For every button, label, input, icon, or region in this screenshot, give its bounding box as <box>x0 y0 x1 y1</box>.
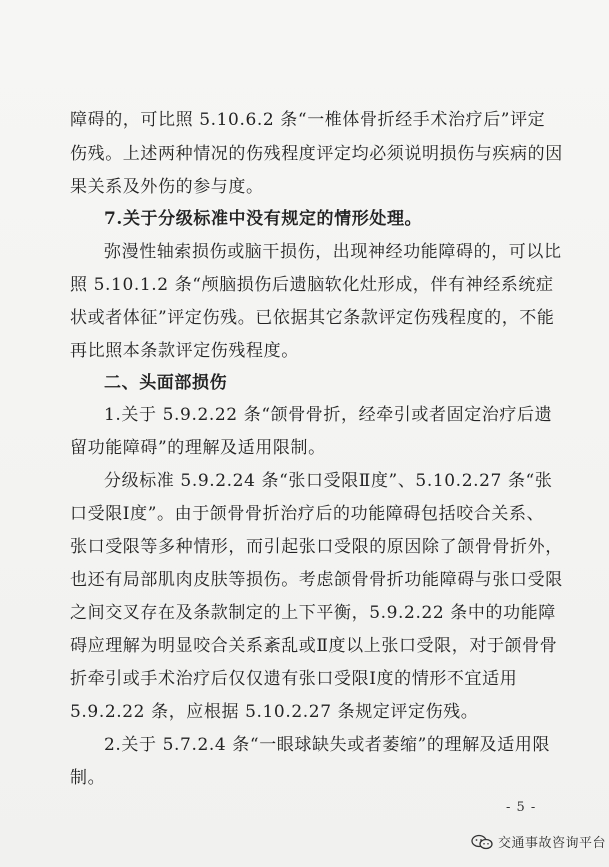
watermark <box>470 832 606 851</box>
text-line: 折牵引或手术治疗后仅仅遗有张口受限Ⅰ度的情形不宜适用 <box>70 669 518 689</box>
text-line: 障碍的，可比照 5.10.6.2 条“一椎体骨折经手术治疗后”评定 <box>70 110 546 130</box>
text-line: 张口受限等多种情形，而引起张口受限的原因除了颌骨骨折外， <box>70 537 563 557</box>
text-line: 碍应理解为明显咬合关系紊乱或Ⅱ度以上张口受限，对于颌骨骨 <box>70 636 558 656</box>
text-line: 2.关于 5.7.2.4 条“一眼球缺失或者萎缩”的理解及适用限 <box>104 735 551 755</box>
section-heading: 二、头面部损伤 <box>104 373 228 393</box>
text-line: 分级标准 5.9.2.24 条“张口受限Ⅱ度”、5.10.2.27 条“张 <box>104 471 553 491</box>
watermark-text: 交通事故咨询平台 <box>498 836 607 851</box>
section-heading: 7.关于分级标准中没有规定的情形处理。 <box>104 209 423 229</box>
text-line: 照 5.10.1.2 条“颅脑损伤后遗脑软化灶形成，伴有神经系统症 <box>70 275 554 295</box>
text-line: 1.关于 5.9.2.22 条“颌骨骨折，经牵引或者固定治疗后遗 <box>104 405 553 425</box>
text-line: 留功能障碍”的理解及适用限制。 <box>70 438 326 458</box>
text-line: 制。 <box>70 768 106 788</box>
text-line: 口受限Ⅰ度”。由于颌骨骨折治疗后的功能障碍包括咬合关系、 <box>70 504 545 524</box>
text-line: 之间交叉存在及条款制定的上下平衡，5.9.2.22 条中的功能障 <box>70 603 556 623</box>
text-line: 果关系及外伤的参与度。 <box>70 177 264 197</box>
text-line: 再比照本条款评定伤残程度。 <box>70 341 299 361</box>
page-number: - 5 - <box>506 800 537 815</box>
text-line: 也还有局部肌肉皮肤等损伤。考虑颌骨骨折功能障碍与张口受限 <box>70 570 563 590</box>
text-line: 5.9.2.22 条，应根据 5.10.2.27 条规定评定伤残。 <box>70 702 479 722</box>
text-line: 状或者体征”评定伤残。已依据其它条款评定伤残程度的，不能 <box>70 308 555 328</box>
text-line: 弥漫性轴索损伤或脑干损伤，出现神经功能障碍的，可以比 <box>104 242 562 262</box>
text-line: 伤残。上述两种情况的伤残程度评定均必须说明损伤与疾病的因 <box>70 144 563 164</box>
wechat-icon <box>470 834 494 850</box>
